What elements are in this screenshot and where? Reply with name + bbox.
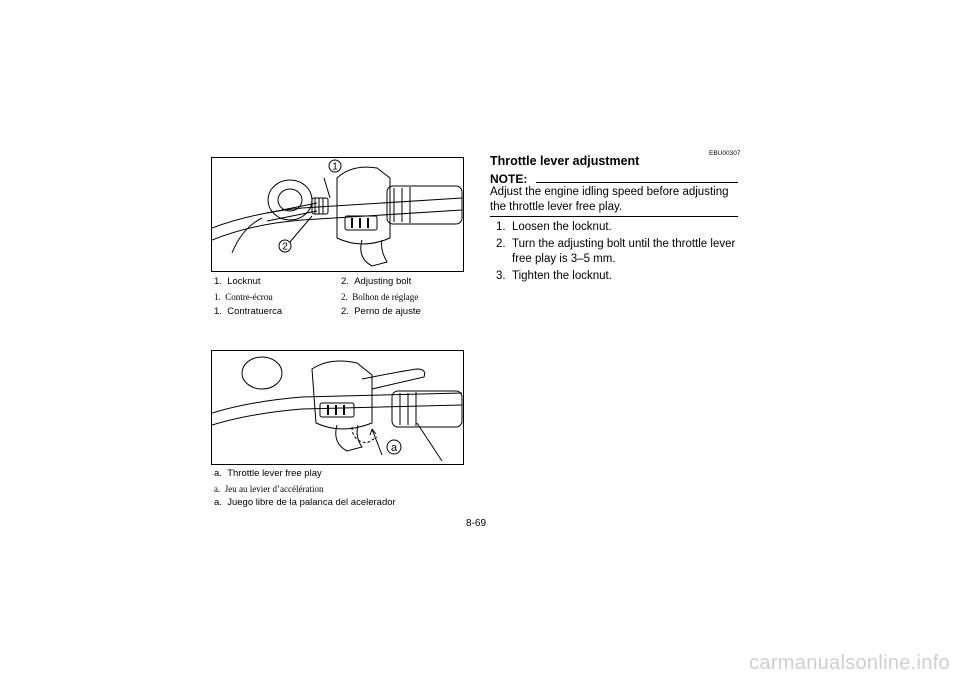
- caption2-fr: a. Jeu au levier d’accélération: [214, 484, 324, 494]
- figure-locknut-adjusting-bolt: [211, 157, 464, 272]
- caption-fr-right: 2. Bolhon de réglage: [341, 292, 419, 302]
- throttle-housing-illustration-2: [212, 351, 463, 464]
- note-rule-bottom: [490, 216, 738, 217]
- note-rule-top: [536, 182, 738, 183]
- throttle-housing-illustration-1: [212, 158, 463, 271]
- caption2-es: a. Juego libre de la palanca del acelerador: [214, 497, 396, 508]
- callout-1: 1: [332, 161, 338, 173]
- note-text: Adjust the engine idling speed before adjusting the throttle lever free play.: [490, 186, 729, 213]
- section-title: Throttle lever adjustment: [490, 154, 640, 168]
- step-number: 3.: [496, 270, 506, 282]
- figure-throttle-free-play: [211, 350, 464, 465]
- caption-es-right: 2. Perno de ajuste: [341, 306, 421, 317]
- watermark: carmanualsonline.info: [749, 652, 950, 674]
- caption2-en: a. Throttle lever free play: [214, 468, 322, 479]
- step-text: Tighten the locknut.: [512, 270, 612, 282]
- step-item: [490, 269, 742, 284]
- callout-2: 2: [282, 241, 288, 253]
- step-item: [490, 237, 742, 267]
- step-number: 1.: [496, 221, 506, 233]
- step-text: Loosen the locknut.: [512, 221, 612, 233]
- step-text: Turn the adjusting bolt until the throttle lever free play is 3–5 mm.: [512, 238, 736, 265]
- caption-es-left: 1. Contratuerca: [214, 306, 283, 317]
- step-list: [490, 220, 742, 286]
- page-number: 8-69: [466, 518, 487, 529]
- caption-fr-left: 1. Contre-écrou: [214, 292, 273, 302]
- note-label: NOTE:: [490, 172, 528, 186]
- callout-a: a: [390, 442, 398, 454]
- step-number: 2.: [496, 238, 506, 250]
- caption-en-left: 1. Locknut: [214, 276, 261, 287]
- caption-en-right: 2. Adjusting bolt: [341, 276, 412, 287]
- step-item: [490, 220, 742, 235]
- section-code: EBU00307: [709, 150, 741, 157]
